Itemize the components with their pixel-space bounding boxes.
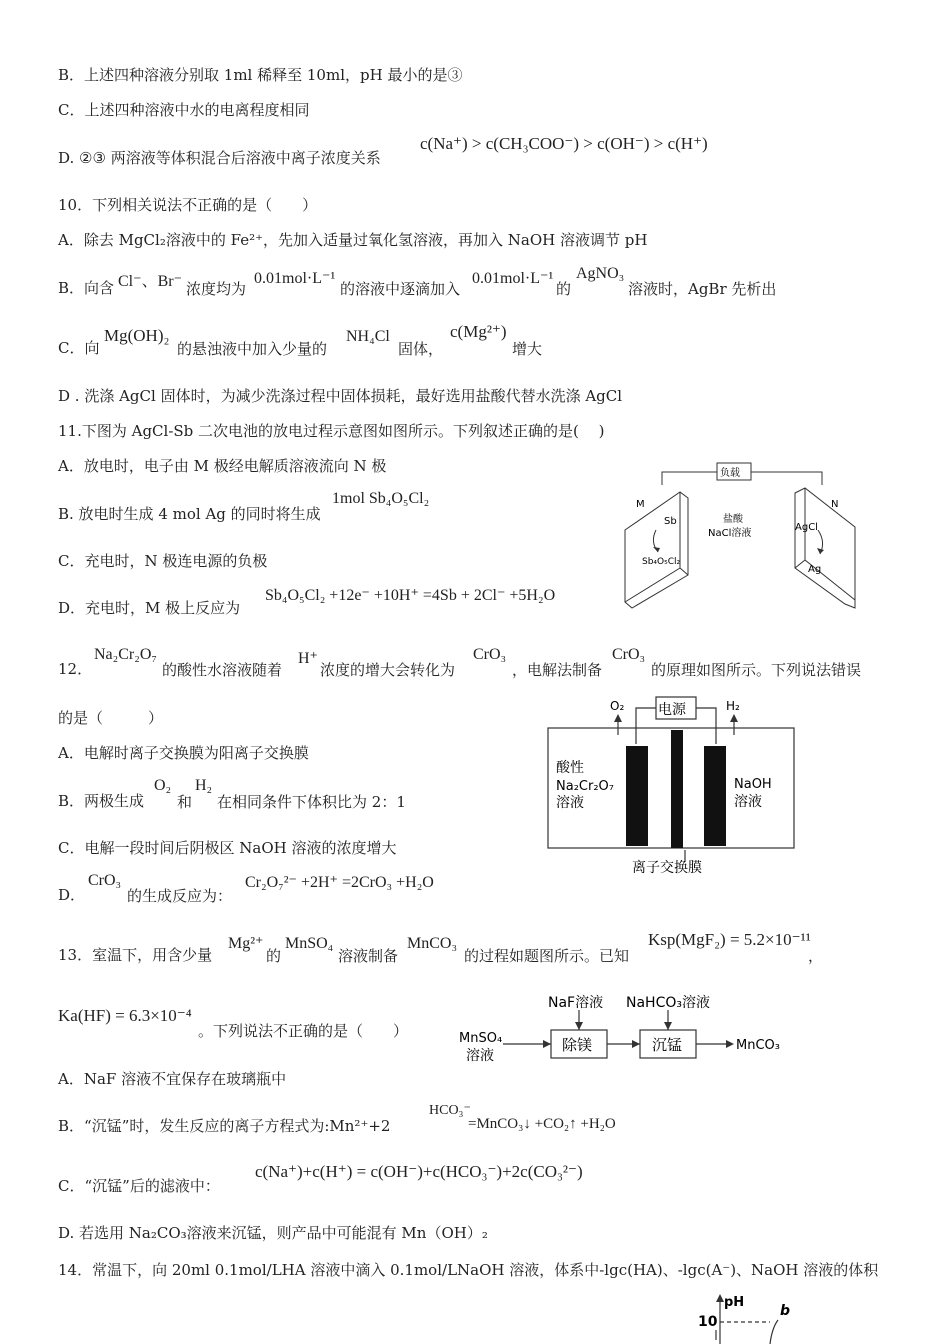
q12-b-o2: O₂: [154, 777, 172, 794]
q12-ion: H⁺: [298, 650, 318, 667]
q11-stem: 11.下图为 AgCl-Sb 二次电池的放电过程示意图如图所示。下列叙述正确的是( ): [58, 422, 605, 440]
q12-b-suffix: 在相同条件下体积比为 2：1: [217, 793, 406, 811]
q10-option-c: [58, 338, 99, 358]
q12-option-b: B．两极生成: [58, 792, 145, 810]
fig12-left-3: 溶液: [556, 795, 584, 811]
q13-b-suffix: =MnCO₃↓ +CO₂↑ +H₂O: [468, 1116, 616, 1132]
q12-mid2: 浓度的增大会转化为: [320, 661, 456, 679]
fig12-left-2: Na₂Cr₂O₇: [556, 779, 614, 794]
q13-c-formula: c(Na⁺)+c(H⁺) = c(OH⁻)+c(HCO₃⁻)+2c(CO₃²⁻): [255, 1162, 583, 1181]
fig11-n: N: [831, 499, 839, 510]
q10-b-reagent: AgNO₃: [576, 265, 625, 282]
q10-c-base: Mg(OH)₂: [104, 326, 170, 345]
q13-ion: Mg²⁺: [228, 935, 264, 952]
q10-option-d: D . 洗涤 AgCl 固体时，为减少洗涤过程中固体损耗，最好选用盐酸代替水洗涤 AgCl: [58, 387, 623, 405]
fig12-right-1: NaOH: [734, 777, 772, 792]
q12-stem2: 的是（ ）: [58, 709, 164, 727]
fig12-h2: H₂: [726, 699, 740, 713]
fig12-power: 电源: [658, 702, 686, 718]
q10-c-suffix: 增大: [512, 340, 543, 358]
q12-d-mid: 的生成反应为：: [127, 887, 233, 905]
fig11-agcl: AgCl: [795, 522, 818, 533]
q12-d-sub: CrO₃: [88, 872, 122, 889]
electrolysis-diagram: [540, 690, 800, 880]
q13-salt: MnSO₄: [285, 935, 334, 952]
q13-ka: Ka(HF) = 6.3×10⁻⁴: [58, 1006, 192, 1025]
q12-option-a: A．电解时离子交换膜为阳离子交换膜: [58, 744, 309, 762]
q10-b-mid3: 的: [556, 280, 572, 298]
q9-option-b: B．上述四种溶液分别取 1ml 稀释至 10ml，pH 最小的是③: [58, 66, 463, 84]
q12-option-c: C．电解一段时间后阴极区 NaOH 溶液的浓度增大: [58, 839, 397, 857]
q10-option-b: [58, 278, 114, 298]
flow-add1: NaF溶液: [548, 995, 604, 1011]
flow-in-1: MnSO₄: [459, 1031, 503, 1046]
q13-mid3: 的过程如题图所示。已知: [464, 947, 630, 965]
fig12-membrane: 离子交换膜: [632, 860, 702, 876]
q12-b-and: 和: [177, 793, 193, 811]
q10-b-mid2: 的溶液中逐滴加入: [340, 280, 461, 298]
graph-tick-10: 10: [698, 1314, 718, 1330]
q12-d-formula: Cr₂O₇²⁻ +2H⁺ =2CrO₃ +H₂O: [245, 874, 434, 891]
q10-c-mid1: 的悬浊液中加入少量的: [177, 340, 328, 358]
q12-mid1: 的酸性水溶液随着: [162, 661, 283, 679]
fig11-sb: Sb: [664, 516, 677, 527]
flow-step1: 除镁: [562, 1036, 593, 1054]
battery-diagram: [620, 460, 860, 612]
q13-product: MnCO₃: [407, 935, 458, 952]
q10-b-prefix: B．向含: [58, 279, 115, 297]
q12-reactant: Na₂Cr₂O₇: [94, 646, 157, 663]
q13-mid1: 的: [266, 947, 282, 965]
q9-option-d-text: D. ②③ 两溶液等体积混合后溶液中离子浓度关系: [58, 149, 381, 167]
q11-d-formula: Sb₄O₅Cl₂ +12e⁻ +10H⁺ =4Sb + 2Cl⁻ +5H₂O: [265, 587, 556, 604]
flow-step2: 沉锰: [652, 1036, 683, 1054]
q12-option-d: D．: [58, 886, 86, 904]
q11-option-a: A．放电时，电子由 M 极经电解质溶液流向 N 极: [58, 457, 387, 475]
q10-b-conc1: 0.01mol·L⁻¹: [254, 270, 336, 287]
q12-tail: 的原理如图所示。下列说法错误: [651, 661, 862, 679]
q10-option-a: A．除去 MgCl₂溶液中的 Fe²⁺，先加入适量过氧化氢溶液，再加入 NaOH 溶液调节 pH: [58, 231, 648, 249]
q13-option-b: B．“沉锰”时，发生反应的离子方程式为:Mn²⁺+2: [58, 1117, 391, 1135]
fig12-o2: O₂: [610, 699, 625, 713]
fig11-electrolyte-1: 盐酸: [723, 514, 743, 525]
flow-out: MnCO₃: [736, 1038, 780, 1053]
q10-c-mid2: 固体，: [398, 340, 444, 358]
q13-option-a: A．NaF 溶液不宜保存在玻璃瓶中: [58, 1070, 287, 1088]
q13-stem2: 。下列说法不正确的是（ ）: [198, 1022, 409, 1040]
q11-option-c: C．充电时，N 极连电源的负极: [58, 552, 268, 570]
q11-option-d: D．充电时，M 极上反应为: [58, 599, 241, 617]
q9-option-c: C．上述四种溶液中水的电离程度相同: [58, 101, 310, 119]
fig11-sb4o5cl2: Sb₄O₅Cl₂: [642, 557, 681, 567]
flow-add2: NaHCO₃溶液: [626, 995, 710, 1011]
graph-ylabel: pH: [724, 1295, 745, 1310]
q11-b-formula: 1mol Sb₄O₅Cl₂: [332, 490, 430, 507]
fig11-ag: Ag: [808, 564, 822, 575]
q12-num: 12．: [58, 660, 93, 678]
q12-product2: CrO₃: [612, 646, 646, 663]
q13-option-c: C．“沉锰”后的滤液中：: [58, 1177, 220, 1195]
q13-ksp: Ksp(MgF₂) = 5.2×10⁻¹¹: [648, 930, 811, 949]
q13-b-ion: HCO₃⁻: [429, 1103, 471, 1118]
fig11-m: M: [636, 499, 645, 510]
q10-b-conc2: 0.01mol·L⁻¹: [472, 270, 554, 287]
q10-c-salt: NH₄Cl: [346, 328, 390, 345]
q10-c-prefix: C．向: [58, 339, 100, 357]
fig12-right-2: 溶液: [734, 794, 762, 810]
process-flow: [450, 988, 800, 1070]
ph-graph: [660, 1290, 810, 1344]
q12-b-h2: H₂: [195, 777, 213, 794]
q10-stem: 10．下列相关说法不正确的是（ ）: [58, 196, 318, 214]
q13-option-d: D. 若选用 Na₂CO₃溶液来沉锰，则产品中可能混有 Mn（OH）₂: [58, 1224, 488, 1242]
fig11-load: 负载: [720, 468, 740, 479]
q13-mid2: 溶液制备: [338, 947, 399, 965]
fig12-left-1: 酸性: [556, 760, 584, 776]
q10-b-suffix: 溶液时，AgBr 先析出: [628, 280, 777, 298]
q10-b-ions: Cl⁻、Br⁻: [118, 273, 183, 290]
q10-c-conc: c(Mg²⁺): [450, 322, 507, 341]
q12-mid3: ，电解法制备: [512, 661, 603, 679]
q11-option-b: B. 放电时生成 4 mol Ag 的同时将生成: [58, 505, 321, 523]
q13-ksp-tail: ，: [808, 947, 824, 965]
q14-stem: 14．常温下，向 20ml 0.1mol/LHA 溶液中滴入 0.1mol/LNaOH 溶液，体系中-lgc(HA)、-lgc(A⁻)、NaOH 溶液的体积: [58, 1261, 879, 1279]
fig11-electrolyte-2: NaCl溶液: [708, 528, 752, 539]
q10-b-mid1: 浓度均为: [186, 280, 247, 298]
flow-in-2: 溶液: [466, 1048, 494, 1064]
q12-product: CrO₃: [473, 646, 507, 663]
graph-point-b: b: [780, 1303, 791, 1319]
q9-option-d-formula: c(Na⁺) > c(CH₃COO⁻) > c(OH⁻) > c(H⁺): [420, 134, 708, 153]
q13-num: 13．室温下，用含少量: [58, 946, 213, 964]
q9-option-d: [58, 148, 381, 168]
